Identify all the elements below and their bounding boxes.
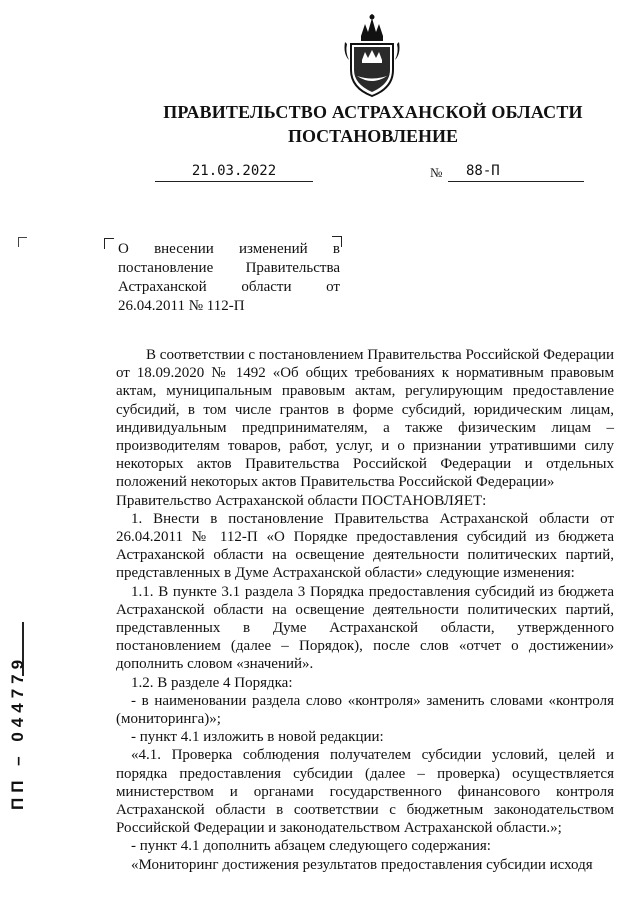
- document-subject: О внесении изменений в постановление Правительства Астраханской области от 26.04.2011 № 112-П: [118, 241, 340, 314]
- list-item-paragraph: - пункт 4.1 дополнить абзацем следующего содержания:: [131, 838, 491, 855]
- resolution-paragraph: Правительство Астраханской области ПОСТАНОВЛЯЕТ:: [116, 492, 487, 509]
- list-item-paragraph: - пункт 4.1 изложить в новой редакции:: [131, 729, 384, 746]
- preamble-paragraph: В соответствии с постановлением Правительства Российской Федерации от 18.09.2020 № 1492 «Об общих требованиях к нормативным правовым актам, муниципальным правовым актам, регулирующим предоставление субсидий, в том числе грантов в форме субсидий, юридическим лицам, индивидуальным предпринимателям, а также физическим лицам – производителям товаров, работ, услуг, и о признании утратившими силу некоторых актов Правительства Российской Федерации и отдельных положений некоторых актов Правительства Российской Федерации»: [116, 347, 614, 491]
- clause-1-1-paragraph: 1.1. В пункте 3.1 раздела 3 Порядка предоставления субсидий из бюджета Астраханской области на освещение деятельности политических партий, представленных в Думе Астраханской области, утвержденного постановлением (далее – Порядок), после слов «отчет о достижении» дополнить словом «значений».: [116, 583, 614, 673]
- document-body: [116, 346, 614, 874]
- registration-code: ПП – 044779: [8, 654, 27, 810]
- document-type: ПОСТАНОВЛЕНИЕ: [287, 126, 459, 146]
- document-date: 21.03.2022: [155, 162, 313, 182]
- clause-1-paragraph: 1. Внести в постановление Правительства Астраханской области от 26.04.2011 № 112-П «О Порядке предоставления субсидий из бюджета Астраханской области на освещение деятельности политических партий, представленных в Думе Астраханской области» следующие изменения:: [116, 510, 614, 582]
- government-title: ПРАВИТЕЛЬСТВО АСТРАХАНСКОЙ ОБЛАСТИ: [163, 102, 583, 122]
- subject-bracket-left: [104, 238, 114, 249]
- quoted-clause-paragraph: «4.1. Проверка соблюдения получателем субсидии условий, целей и порядка предоставления субсидии (далее – проверка) осуществляется министерством и органами государственного финансового контроля Астраханской области в соответствии с бюджетным законодательством Российской Федерации и законодательством Астраханской области.»;: [116, 747, 614, 837]
- corner-mark: [18, 237, 27, 247]
- coat-of-arms-icon: [339, 14, 405, 98]
- number-sign: №: [430, 165, 443, 180]
- clause-1-2-paragraph: 1.2. В разделе 4 Порядка:: [131, 674, 293, 691]
- list-item-paragraph: - в наименовании раздела слово «контроля» заменить словами «контроля (мониторинга)»;: [116, 692, 614, 728]
- quoted-clause-paragraph: «Мониторинг достижения результатов предоставления субсидии исходя: [131, 856, 593, 873]
- document-number: 88-П: [448, 162, 584, 182]
